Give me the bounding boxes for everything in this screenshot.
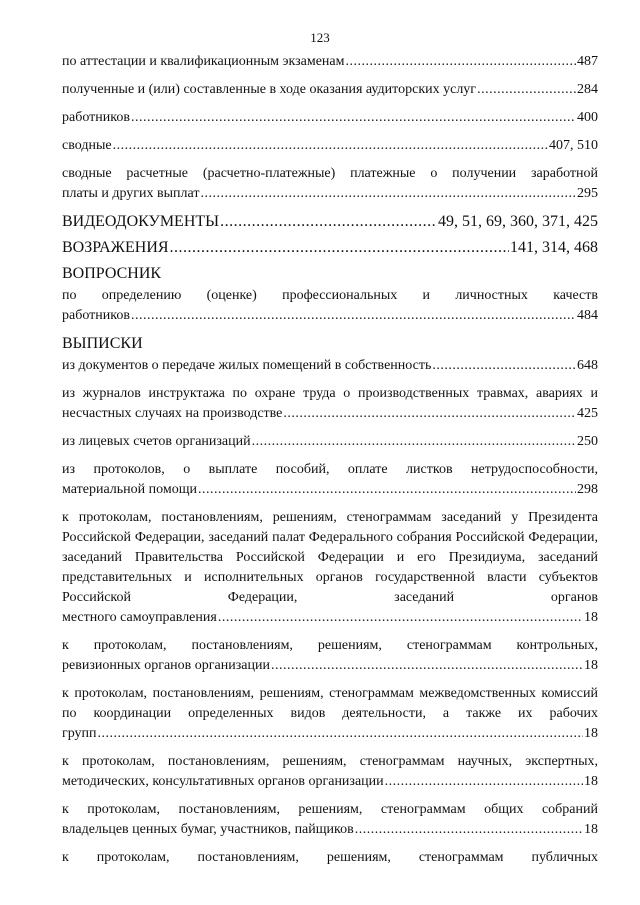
index-entry [62, 384, 598, 424]
entry-text: из документов о передаче жилых помещений в собственность [62, 358, 432, 373]
index-entry [62, 286, 598, 326]
dot-leader [432, 356, 576, 376]
page-reference[interactable]: 484 [577, 308, 598, 323]
page-reference[interactable]: 250 [577, 434, 598, 449]
entry-text: полученные и (или) составленные в ходе оказания аудиторских услуг [62, 82, 477, 97]
page-reference[interactable]: 298 [577, 482, 598, 497]
index-entry [62, 800, 598, 840]
page-reference[interactable]: 18 [584, 822, 598, 837]
entry-text: ревизионных органов организации [62, 658, 270, 673]
index-entry [62, 80, 598, 100]
index-entry [62, 164, 598, 204]
index-entry [62, 508, 598, 628]
dot-leader [271, 656, 583, 676]
entry-text: сводные [62, 138, 112, 153]
index-entry [62, 432, 598, 452]
dot-leader [385, 772, 583, 792]
entry-text: из лицевых счетов организаций [62, 434, 251, 449]
entry-text: работников [62, 308, 130, 323]
index-heading [62, 264, 598, 284]
page-number: 123 [310, 30, 330, 45]
page-reference[interactable]: 18 [584, 726, 598, 741]
index-heading [62, 212, 598, 232]
entry-text: по определению (оценке) профессиональных и личностных качеств [62, 288, 598, 303]
dot-leader [252, 432, 576, 452]
entry-text: платы и других выплат [62, 186, 200, 201]
page-reference[interactable]: 18 [584, 610, 598, 625]
page-reference[interactable]: 284 [577, 82, 598, 97]
index-entry [62, 52, 598, 72]
index-entry [62, 356, 598, 376]
dot-leader [355, 820, 583, 840]
index-content [62, 52, 598, 876]
index-entry [62, 848, 598, 868]
page-reference[interactable]: 425 [577, 406, 598, 421]
index-entry [62, 136, 598, 156]
entry-text: сводные расчетные (расчетно-платежные) платежные о получении заработной [62, 166, 598, 181]
heading-text: ВОЗРАЖЕНИЯ [62, 239, 169, 256]
page-reference[interactable]: 487 [577, 54, 598, 69]
heading-text: ВЫПИСКИ [62, 335, 143, 352]
page-reference[interactable]: 648 [577, 358, 598, 373]
entry-text: к протоколам, постановлениям, решениям, стенограммам межведомственных комиссий по координации определенных видов деятельности, а также их рабочих [62, 686, 598, 721]
dot-leader [113, 136, 548, 156]
dot-leader [98, 724, 583, 744]
dot-leader [200, 184, 576, 204]
page-reference[interactable]: 295 [577, 186, 598, 201]
entry-text: несчастных случаях на производстве [62, 406, 283, 421]
dot-leader [218, 608, 583, 628]
entry-text: по аттестации и квалификационным экзаменам [62, 54, 345, 69]
entry-text: к протоколам, постановлениям, решениям, стенограммам контрольных, [62, 638, 598, 653]
dot-leader [345, 52, 576, 72]
dot-leader [170, 238, 509, 258]
heading-text: ВИДЕОДОКУМЕНТЫ [62, 213, 220, 230]
dot-leader [477, 80, 576, 100]
page-reference[interactable]: 141, 314, 468 [510, 239, 598, 256]
entry-text: владельцев ценных бумаг, участников, пайщиков [62, 822, 354, 837]
index-heading [62, 334, 598, 354]
entry-text: местного самоуправления [62, 610, 217, 625]
entry-text: к протоколам, постановлениям, решениям, стенограммам публичных [62, 850, 598, 865]
entry-text: к протоколам, постановлениям, решениям, стенограммам заседаний у Президента Российской Федерации, заседаний палат Федерального собрания Российской Федерации, заседаний Правительства Российской Федерации и его Президиума, заседаний представительных и исполнительных органов государственной власти субъектов Российской Федерации, заседаний органов [62, 510, 598, 605]
page-reference[interactable]: 18 [584, 658, 598, 673]
index-entry [62, 636, 598, 676]
dot-leader [198, 480, 576, 500]
dot-leader [283, 404, 576, 424]
entry-text: работников [62, 110, 130, 125]
heading-text: ВОПРОСНИК [62, 265, 162, 282]
entry-text: материальной помощи [62, 482, 197, 497]
index-entry [62, 752, 598, 792]
entry-text: групп [62, 726, 97, 741]
index-entry [62, 108, 598, 128]
page-reference[interactable]: 18 [584, 774, 598, 789]
page-reference[interactable]: 49, 51, 69, 360, 371, 425 [438, 213, 598, 230]
page-reference[interactable]: 407, 510 [549, 138, 598, 153]
entry-text: из протоколов, о выплате пособий, оплате листков нетрудоспособности, [62, 462, 598, 477]
entry-text: из журналов инструктажа по охране труда о производственных травмах, авариях и [62, 386, 598, 401]
dot-leader [131, 306, 576, 326]
entry-text: к протоколам, постановлениям, решениям, стенограммам научных, экспертных, [62, 754, 598, 769]
index-entry [62, 684, 598, 744]
entry-text: методических, консультативных органов организации [62, 774, 384, 789]
index-entry [62, 460, 598, 500]
page-reference[interactable]: 400 [577, 110, 598, 125]
entry-text: к протоколам, постановлениям, решениям, стенограммам общих собраний [62, 802, 598, 817]
dot-leader [131, 108, 576, 128]
index-heading [62, 238, 598, 258]
dot-leader [220, 212, 437, 232]
